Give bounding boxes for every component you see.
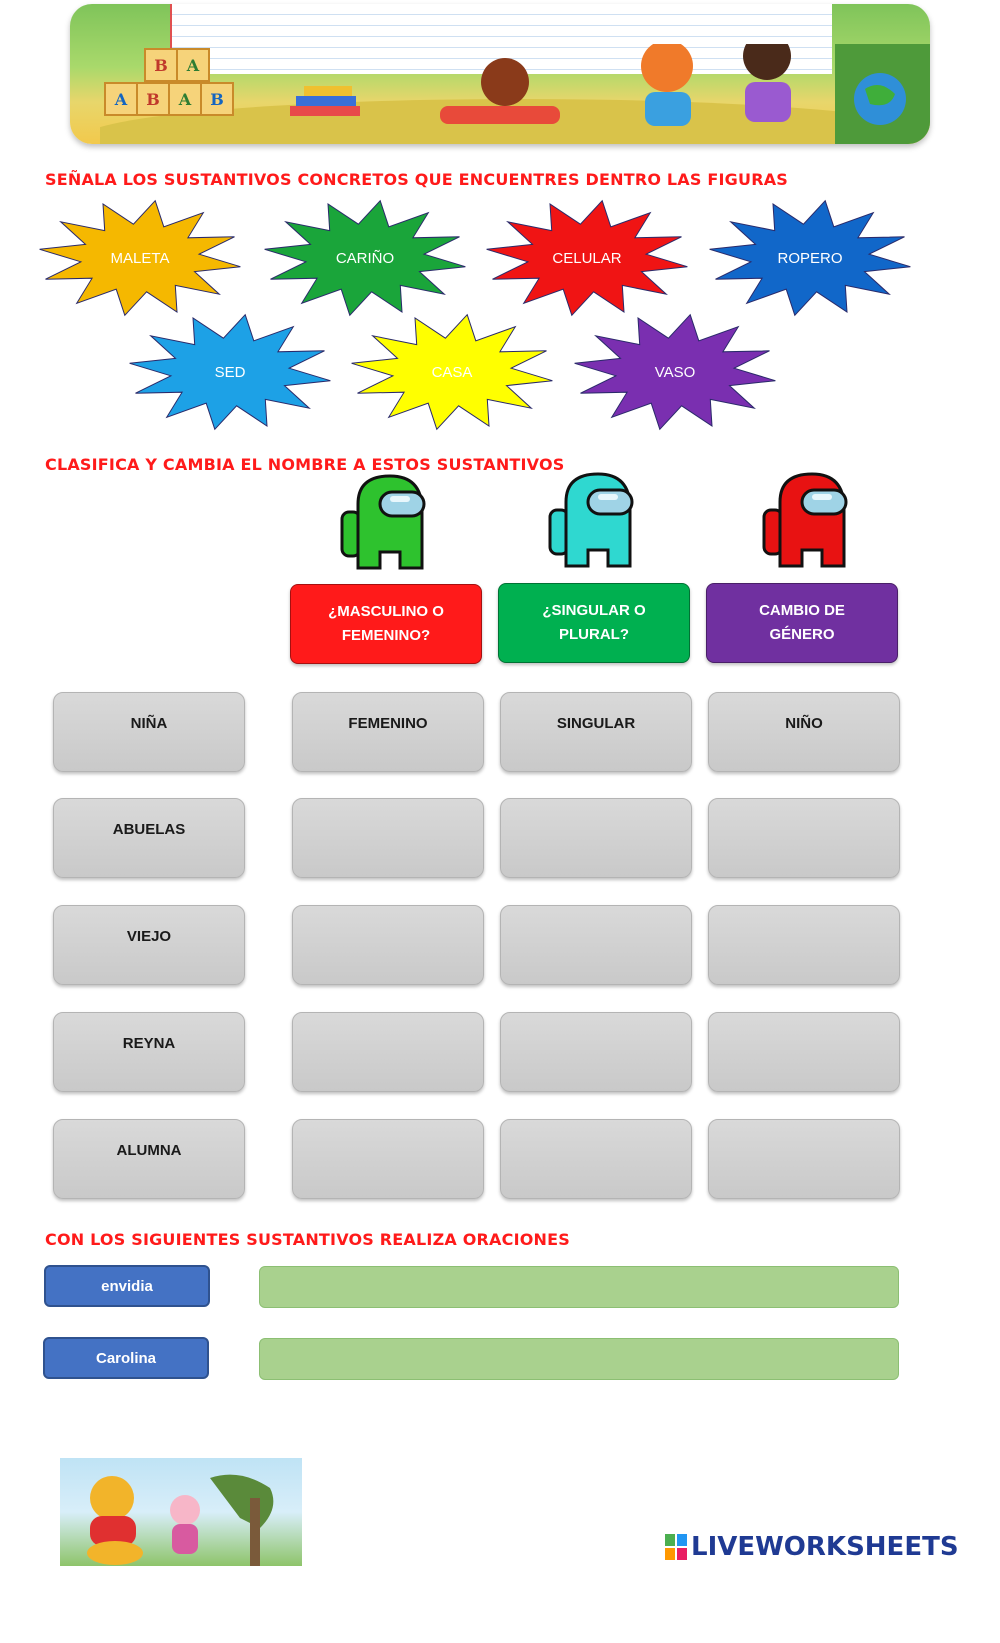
- star-label: CELULAR: [552, 249, 622, 267]
- crewmate-shape: [548, 472, 638, 582]
- gender-answer[interactable]: [292, 798, 484, 878]
- gender-change-answer[interactable]: [708, 1119, 900, 1199]
- noun-envidia: envidia: [44, 1265, 210, 1307]
- number-answer[interactable]: [500, 905, 692, 985]
- header-gender-change: CAMBIO DE GÉNERO: [706, 583, 898, 663]
- block-letter: B: [144, 48, 178, 82]
- block-letter: A: [176, 48, 210, 82]
- noun-cell: ABUELAS: [53, 798, 245, 878]
- section1-heading: SEÑALA LOS SUSTANTIVOS CONCRETOS QUE ENCUENTRES DENTRO LAS FIGURAS: [45, 170, 789, 189]
- gender-answer[interactable]: FEMENINO: [292, 692, 484, 772]
- star-label: ROPERO: [777, 249, 843, 267]
- star-label: CARIÑO: [335, 249, 395, 267]
- star-casa[interactable]: [347, 312, 557, 432]
- star-label: MALETA: [110, 249, 170, 267]
- boy-reading-icon: [481, 58, 529, 106]
- winnie-the-pooh-illustration: [60, 1458, 302, 1566]
- header-number: ¿SINGULAR O PLURAL?: [498, 583, 690, 663]
- number-answer[interactable]: [500, 1012, 692, 1092]
- noun-carolina: Carolina: [43, 1337, 209, 1379]
- gender-answer[interactable]: [292, 1012, 484, 1092]
- logo-grid-icon: [665, 1534, 687, 1560]
- sentence-input[interactable]: [259, 1266, 899, 1308]
- section3-heading: CON LOS SIGUIENTES SUSTANTIVOS REALIZA ORACIONES: [45, 1230, 570, 1249]
- gender-change-answer[interactable]: [708, 798, 900, 878]
- boy-sitting-icon: [743, 44, 791, 80]
- block-letter: B: [136, 82, 170, 116]
- sentence-input[interactable]: [259, 1338, 899, 1380]
- noun-cell: VIEJO: [53, 905, 245, 985]
- number-answer[interactable]: SINGULAR: [500, 692, 692, 772]
- gender-change-answer[interactable]: [708, 1012, 900, 1092]
- star-cariño[interactable]: [260, 198, 470, 318]
- crewmate-shape: [762, 472, 852, 582]
- girl-icon: [641, 44, 693, 92]
- gender-change-answer[interactable]: [708, 905, 900, 985]
- star-label: VASO: [654, 363, 696, 381]
- crewmate-shape: [340, 474, 430, 584]
- piglet-icon: [170, 1495, 200, 1525]
- logo-text: LIVEWORKSHEETS: [691, 1532, 959, 1562]
- star-label: CASA: [431, 363, 473, 381]
- gender-answer[interactable]: [292, 905, 484, 985]
- star-celular[interactable]: [482, 198, 692, 318]
- alphabet-blocks: [104, 48, 244, 128]
- gender-change-answer[interactable]: NIÑO: [708, 692, 900, 772]
- header-gender: ¿MASCULINO O FEMENINO?: [290, 584, 482, 664]
- block-letter: A: [104, 82, 138, 116]
- cyan-crewmate-icon: [548, 472, 638, 582]
- noun-cell: ALUMNA: [53, 1119, 245, 1199]
- star-maleta[interactable]: [35, 198, 245, 318]
- noun-cell: NIÑA: [53, 692, 245, 772]
- gender-answer[interactable]: [292, 1119, 484, 1199]
- books-icon: [290, 106, 360, 116]
- block-letter: B: [200, 82, 234, 116]
- star-ropero[interactable]: [705, 198, 915, 318]
- red-crewmate-icon: [762, 472, 852, 582]
- number-answer[interactable]: [500, 798, 692, 878]
- star-sed[interactable]: [125, 312, 335, 432]
- number-answer[interactable]: [500, 1119, 692, 1199]
- block-letter: A: [168, 82, 202, 116]
- header-banner: [70, 4, 930, 144]
- star-label: SED: [214, 363, 246, 381]
- green-crewmate-icon: [340, 474, 430, 584]
- star-vaso[interactable]: [570, 312, 780, 432]
- liveworksheets-logo: [665, 1532, 959, 1562]
- section2-heading: CLASIFICA Y CAMBIA EL NOMBRE A ESTOS SUSTANTIVOS: [45, 455, 565, 474]
- noun-cell: REYNA: [53, 1012, 245, 1092]
- pooh-icon: [90, 1476, 134, 1520]
